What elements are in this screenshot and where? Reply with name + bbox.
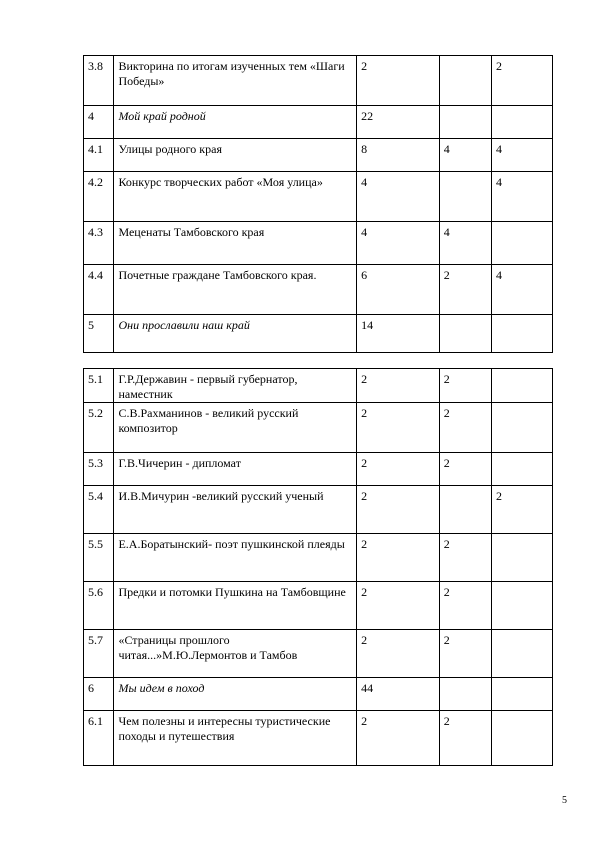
total-hours-cell: 2 bbox=[357, 711, 440, 766]
table-row bbox=[84, 403, 553, 453]
table-row bbox=[84, 711, 553, 766]
table-row bbox=[84, 222, 553, 265]
practice-hours-cell: 4 bbox=[492, 265, 553, 315]
row-number-cell: 4.3 bbox=[84, 222, 114, 265]
theory-hours-cell: 2 bbox=[439, 711, 491, 766]
topic-title-cell: Мы идем в поход bbox=[114, 678, 357, 711]
theory-hours-cell: 2 bbox=[439, 265, 491, 315]
table-row bbox=[84, 678, 553, 711]
theory-hours-cell: 2 bbox=[439, 403, 491, 453]
table-row bbox=[84, 139, 553, 172]
theory-hours-cell bbox=[439, 56, 491, 106]
topic-title-cell: Почетные граждане Тамбовского края. bbox=[114, 265, 357, 315]
practice-hours-cell bbox=[492, 453, 553, 486]
table-row bbox=[84, 56, 553, 106]
theory-hours-cell bbox=[439, 106, 491, 139]
row-number-cell: 4.2 bbox=[84, 172, 114, 222]
practice-hours-cell: 2 bbox=[492, 486, 553, 534]
practice-hours-cell bbox=[492, 711, 553, 766]
total-hours-cell: 6 bbox=[357, 265, 440, 315]
table-row bbox=[84, 369, 553, 403]
row-number-cell: 5.6 bbox=[84, 582, 114, 630]
table-row bbox=[84, 315, 553, 353]
topic-title-cell: Они прославили наш край bbox=[114, 315, 357, 353]
total-hours-cell: 2 bbox=[357, 369, 440, 403]
practice-hours-cell bbox=[492, 403, 553, 453]
topic-title-cell: Е.А.Боратынский- поэт пушкинской плеяды bbox=[114, 534, 357, 582]
plan-table-top bbox=[83, 55, 553, 353]
total-hours-cell: 8 bbox=[357, 139, 440, 172]
total-hours-cell: 22 bbox=[357, 106, 440, 139]
theory-hours-cell: 4 bbox=[439, 139, 491, 172]
total-hours-cell: 2 bbox=[357, 630, 440, 678]
topic-title-cell: Конкурс творческих работ «Моя улица» bbox=[114, 172, 357, 222]
row-number-cell: 4.1 bbox=[84, 139, 114, 172]
practice-hours-cell bbox=[492, 369, 553, 403]
topic-title-cell: Мой край родной bbox=[114, 106, 357, 139]
row-number-cell: 6.1 bbox=[84, 711, 114, 766]
row-number-cell: 5.2 bbox=[84, 403, 114, 453]
topic-title-cell: Викторина по итогам изученных тем «Шаги Победы» bbox=[114, 56, 357, 106]
row-number-cell: 5.7 bbox=[84, 630, 114, 678]
row-number-cell: 3.8 bbox=[84, 56, 114, 106]
row-number-cell: 5.5 bbox=[84, 534, 114, 582]
row-number-cell: 4.4 bbox=[84, 265, 114, 315]
total-hours-cell: 2 bbox=[357, 403, 440, 453]
practice-hours-cell bbox=[492, 222, 553, 265]
total-hours-cell: 2 bbox=[357, 453, 440, 486]
total-hours-cell: 4 bbox=[357, 172, 440, 222]
total-hours-cell: 4 bbox=[357, 222, 440, 265]
table-row bbox=[84, 453, 553, 486]
page-number: 5 bbox=[562, 795, 567, 806]
theory-hours-cell: 2 bbox=[439, 582, 491, 630]
theory-hours-cell: 4 bbox=[439, 222, 491, 265]
total-hours-cell: 2 bbox=[357, 486, 440, 534]
practice-hours-cell: 4 bbox=[492, 139, 553, 172]
total-hours-cell: 2 bbox=[357, 56, 440, 106]
topic-title-cell: С.В.Рахманинов - великий русский композитор bbox=[114, 403, 357, 453]
row-number-cell: 4 bbox=[84, 106, 114, 139]
practice-hours-cell bbox=[492, 534, 553, 582]
practice-hours-cell: 2 bbox=[492, 56, 553, 106]
practice-hours-cell bbox=[492, 315, 553, 353]
table-row bbox=[84, 172, 553, 222]
table-row bbox=[84, 265, 553, 315]
practice-hours-cell bbox=[492, 582, 553, 630]
table-row bbox=[84, 106, 553, 139]
theory-hours-cell bbox=[439, 315, 491, 353]
table-row bbox=[84, 582, 553, 630]
theory-hours-cell bbox=[439, 678, 491, 711]
total-hours-cell: 44 bbox=[357, 678, 440, 711]
row-number-cell: 6 bbox=[84, 678, 114, 711]
theory-hours-cell: 2 bbox=[439, 453, 491, 486]
topic-title-cell: Г.Р.Державин - первый губернатор, наместник bbox=[114, 369, 357, 403]
practice-hours-cell: 4 bbox=[492, 172, 553, 222]
theory-hours-cell: 2 bbox=[439, 534, 491, 582]
topic-title-cell: Меценаты Тамбовского края bbox=[114, 222, 357, 265]
theory-hours-cell bbox=[439, 172, 491, 222]
row-number-cell: 5.1 bbox=[84, 369, 114, 403]
topic-title-cell: Г.В.Чичерин - дипломат bbox=[114, 453, 357, 486]
total-hours-cell: 14 bbox=[357, 315, 440, 353]
topic-title-cell: И.В.Мичурин -великий русский ученый bbox=[114, 486, 357, 534]
plan-table-bottom bbox=[83, 368, 553, 766]
table-row bbox=[84, 534, 553, 582]
theory-hours-cell: 2 bbox=[439, 630, 491, 678]
topic-title-cell: Предки и потомки Пушкина на Тамбовщине bbox=[114, 582, 357, 630]
total-hours-cell: 2 bbox=[357, 534, 440, 582]
theory-hours-cell bbox=[439, 486, 491, 534]
practice-hours-cell bbox=[492, 106, 553, 139]
topic-title-cell: Улицы родного края bbox=[114, 139, 357, 172]
table-row bbox=[84, 630, 553, 678]
table-row bbox=[84, 486, 553, 534]
practice-hours-cell bbox=[492, 630, 553, 678]
topic-title-cell: «Страницы прошлого читая...»М.Ю.Лермонтов и Тамбов bbox=[114, 630, 357, 678]
theory-hours-cell: 2 bbox=[439, 369, 491, 403]
row-number-cell: 5.3 bbox=[84, 453, 114, 486]
row-number-cell: 5 bbox=[84, 315, 114, 353]
practice-hours-cell bbox=[492, 678, 553, 711]
topic-title-cell: Чем полезны и интересны туристические походы и путешествия bbox=[114, 711, 357, 766]
total-hours-cell: 2 bbox=[357, 582, 440, 630]
row-number-cell: 5.4 bbox=[84, 486, 114, 534]
